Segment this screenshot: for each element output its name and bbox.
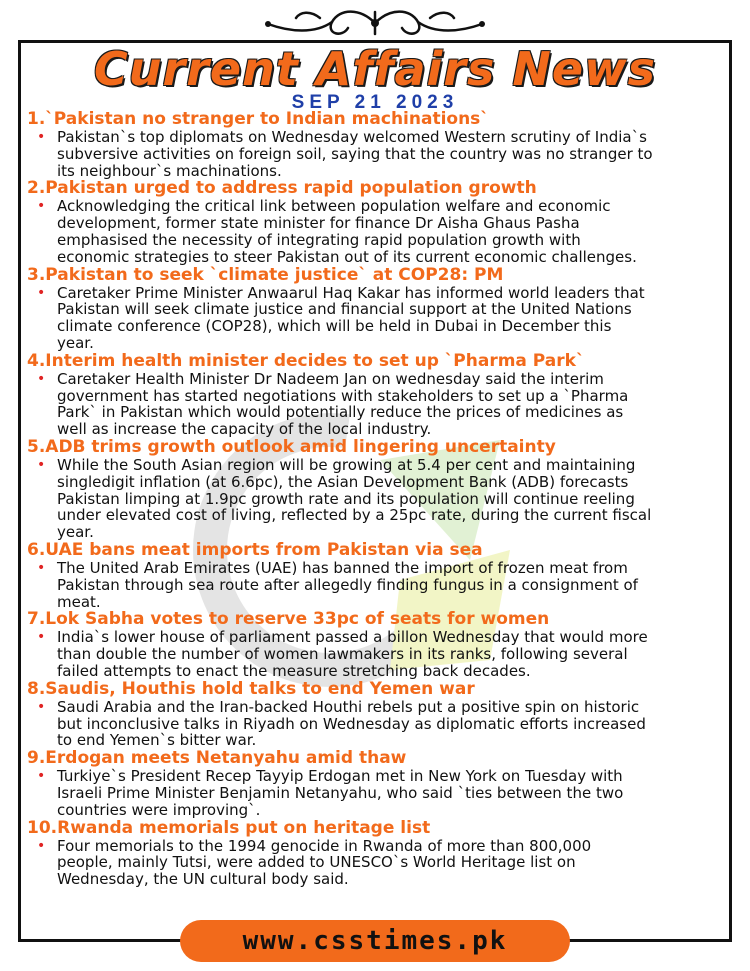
- news-headline: 5.ADB trims growth outlook amid lingering uncertainty: [27, 436, 556, 457]
- news-description: [57, 285, 645, 352]
- page-title: Current Affairs News: [94, 42, 656, 96]
- website-url[interactable]: www.csstimes.pk: [242, 926, 508, 956]
- description-line: Israeli Prime Minister Benjamin Netanyahu, who said `ties between the two: [57, 783, 624, 802]
- news-item: [27, 610, 727, 679]
- description-line: Acknowledging the critical link between population welfare and economic: [57, 197, 611, 216]
- description-line: Pakistan will seek climate justice and financial support at the United Nations: [57, 300, 632, 319]
- bullet-dot-icon: •: [37, 370, 46, 387]
- description-line: Park` in Pakistan which would potentially reduce the prices of medicines as: [57, 403, 624, 422]
- news-headline: 8.Saudis, Houthis hold talks to end Yemen war: [27, 678, 475, 699]
- news-headline: 1.`Pakistan no stranger to Indian machinations`: [27, 109, 489, 129]
- description-line: government has started negotiations with stakeholders to set up a `Pharma: [57, 386, 629, 405]
- news-headline: 7.Lok Sabha votes to reserve 33pc of seats for women: [27, 609, 550, 630]
- description-line: India`s lower house of parliament passed a billon Wednesday that would more: [57, 628, 648, 647]
- news-headline: 3.Pakistan to seek `climate justice` at COP28: PM: [27, 264, 504, 285]
- description-line: Wednesday, the UN cultural body said.: [57, 870, 349, 889]
- description-line: Saudi Arabia and the Iran-backed Houthi rebels put a positive spin on historic: [57, 697, 640, 716]
- news-bullet: [37, 838, 727, 888]
- news-description: [57, 768, 623, 818]
- description-line: year.: [57, 523, 94, 542]
- news-item: [27, 541, 727, 610]
- news-bullet: [37, 371, 727, 438]
- bullet-dot-icon: •: [37, 456, 46, 473]
- description-line: countries were improving`.: [57, 800, 261, 819]
- flourish-ornament-icon: [0, 2, 750, 46]
- description-line: climate conference (COP28), which will be held in Dubai in December this: [57, 317, 612, 336]
- description-line: Turkiye`s President Recep Tayyip Erdogan met in New York on Tuesday with: [57, 767, 623, 786]
- description-line: The United Arab Emirates (UAE) has banned the import of frozen meat from: [57, 558, 628, 577]
- description-line: Caretaker Health Minister Dr Nadeem Jan on wednesday said the interim: [57, 369, 604, 388]
- description-line: meat.: [57, 592, 101, 611]
- news-description: [57, 129, 653, 179]
- news-headline: 2.Pakistan urged to address rapid population growth: [27, 178, 537, 199]
- description-line: Pakistan limping at 1.9pc growth rate and its population will continue reeling: [57, 489, 635, 508]
- description-line: people, mainly Tutsi, were added to UNESCO`s World Heritage list on: [57, 853, 576, 872]
- news-item: [27, 179, 727, 265]
- news-bullet: [37, 285, 727, 352]
- news-item: [27, 438, 727, 541]
- news-headline: 4.Interim health minister decides to set up `Pharma Park`: [27, 350, 585, 371]
- bullet-dot-icon: •: [37, 284, 46, 301]
- description-line: its neighbour`s machinations.: [57, 161, 282, 180]
- news-description: [57, 838, 591, 888]
- news-description: [57, 560, 638, 610]
- bullet-dot-icon: •: [37, 129, 46, 145]
- description-line: well as increase the capacity of the local industry.: [57, 420, 432, 439]
- description-line: Four memorials to the 1994 genocide in Rwanda of more than 800,000: [57, 836, 592, 855]
- bullet-dot-icon: •: [37, 837, 46, 854]
- news-description: [57, 371, 628, 438]
- news-bullet: [37, 457, 727, 541]
- news-bullet: [37, 560, 727, 610]
- news-bullet: [37, 699, 727, 749]
- bullet-dot-icon: •: [37, 629, 46, 646]
- bullet-dot-icon: •: [37, 768, 46, 785]
- date-label: SEP 21 2023: [291, 92, 459, 113]
- bullet-dot-icon: •: [37, 198, 46, 215]
- news-bullet: [37, 129, 727, 179]
- news-item: [27, 352, 727, 438]
- news-description: [57, 629, 648, 679]
- description-line: subversive activities on foreign soil, saying that the country was no stranger to: [57, 144, 653, 163]
- news-headline: 6.UAE bans meat imports from Pakistan via sea: [27, 539, 483, 560]
- description-line: Caretaker Prime Minister Anwaarul Haq Kakar has informed world leaders that: [57, 283, 645, 302]
- description-line: than double the number of women lawmakers in its ranks, following several: [57, 645, 628, 664]
- description-line: but inconclusive talks in Riyadh on Wednesday as diplomatic efforts increased: [57, 714, 646, 733]
- description-line: economic strategies to steer Pakistan out of its current economic challenges.: [57, 247, 637, 266]
- bullet-dot-icon: •: [37, 559, 46, 576]
- bullet-dot-icon: •: [37, 698, 46, 715]
- description-line: to end Yemen`s bitter war.: [57, 731, 257, 750]
- news-description: [57, 198, 637, 265]
- news-item: [27, 819, 727, 888]
- description-line: singledigit inflation (at 6.6pc), the Asian Development Bank (ADB) forecasts: [57, 472, 629, 491]
- news-description: [57, 457, 651, 541]
- news-description: [57, 699, 646, 749]
- news-item: [27, 749, 727, 818]
- news-bullet: [37, 629, 727, 679]
- description-line: emphasised the necessity of integrating rapid population growth with: [57, 230, 581, 249]
- news-item: [27, 680, 727, 749]
- news-item: [27, 110, 727, 179]
- news-headline: 9.Erdogan meets Netanyahu amid thaw: [27, 748, 407, 769]
- description-line: While the South Asian region will be growing at 5.4 per cent and maintaining: [57, 455, 636, 474]
- description-line: Pakistan`s top diplomats on Wednesday welcomed Western scrutiny of India`s: [57, 128, 647, 146]
- description-line: year.: [57, 333, 94, 352]
- description-line: development, former state minister for finance Dr Aisha Ghaus Pasha: [57, 214, 580, 233]
- description-line: under elevated cost of living, reflected by a 25pc rate, during the current fiscal: [57, 506, 652, 525]
- description-line: failed attempts to enact the measure stretching back decades.: [57, 661, 531, 680]
- website-banner[interactable]: [180, 920, 570, 962]
- description-line: Pakistan through sea route after allegedly finding fungus in a consignment of: [57, 575, 638, 594]
- news-bullet: [37, 768, 727, 818]
- news-headline: 10.Rwanda memorials put on heritage list: [27, 817, 431, 838]
- news-bullet: [37, 198, 727, 265]
- news-item: [27, 266, 727, 352]
- news-list: [27, 110, 727, 888]
